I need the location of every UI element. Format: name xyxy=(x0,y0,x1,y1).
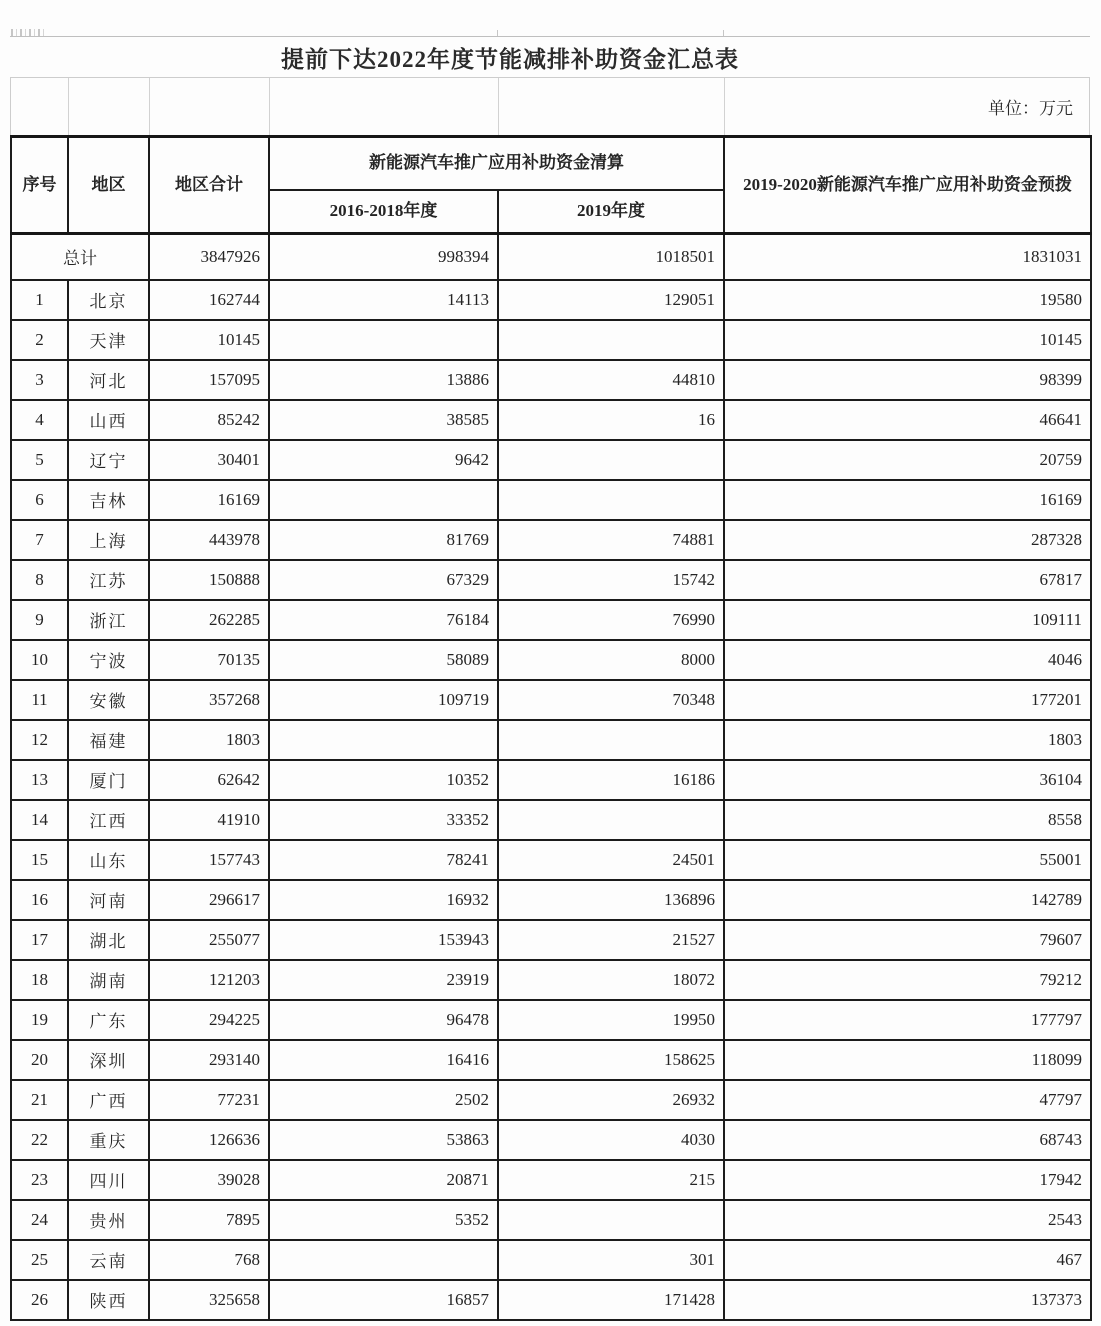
row-prealloc-cell: 79212 xyxy=(724,960,1091,1000)
row-region-cell: 江苏 xyxy=(68,560,149,600)
row-prealloc-cell: 2543 xyxy=(724,1200,1091,1240)
row-settlement-2016-2018-cell: 109719 xyxy=(269,680,498,720)
row-index-cell: 3 xyxy=(11,360,68,400)
row-region-total-cell: 41910 xyxy=(149,800,269,840)
table-row xyxy=(11,560,1091,600)
header-settlement-2016-2018: 2016-2018年度 xyxy=(269,190,498,234)
table-row xyxy=(11,280,1091,320)
row-index-cell: 11 xyxy=(11,680,68,720)
row-region-total-cell: 443978 xyxy=(149,520,269,560)
row-settlement-2016-2018-cell: 67329 xyxy=(269,560,498,600)
row-region-cell: 厦门 xyxy=(68,760,149,800)
row-prealloc-cell: 177201 xyxy=(724,680,1091,720)
row-settlement-2016-2018-cell: 76184 xyxy=(269,600,498,640)
total-2016-2018: 998394 xyxy=(269,234,498,280)
row-index-cell: 10 xyxy=(11,640,68,680)
row-region-cell: 福建 xyxy=(68,720,149,760)
unit-note: 单位：万元 xyxy=(988,99,1073,118)
table-row xyxy=(11,1160,1091,1200)
row-index-cell: 7 xyxy=(11,520,68,560)
table-row xyxy=(11,640,1091,680)
row-region-total-cell: 7895 xyxy=(149,1200,269,1240)
row-region-total-cell: 768 xyxy=(149,1240,269,1280)
table-row xyxy=(11,1080,1091,1120)
row-region-total-cell: 357268 xyxy=(149,680,269,720)
row-index-cell: 19 xyxy=(11,1000,68,1040)
row-prealloc-cell: 10145 xyxy=(724,320,1091,360)
table-row xyxy=(11,880,1091,920)
table-row xyxy=(11,1040,1091,1080)
row-settlement-2019-cell: 4030 xyxy=(498,1120,724,1160)
row-region-cell: 湖北 xyxy=(68,920,149,960)
row-prealloc-cell: 177797 xyxy=(724,1000,1091,1040)
row-region-total-cell: 294225 xyxy=(149,1000,269,1040)
table-row xyxy=(11,600,1091,640)
row-region-total-cell: 325658 xyxy=(149,1280,269,1320)
row-settlement-2016-2018-cell: 81769 xyxy=(269,520,498,560)
table-row xyxy=(11,720,1091,760)
row-prealloc-cell: 4046 xyxy=(724,640,1091,680)
header-region-total: 地区合计 xyxy=(149,137,269,234)
row-index-cell: 21 xyxy=(11,1080,68,1120)
row-settlement-2016-2018-cell: 58089 xyxy=(269,640,498,680)
row-prealloc-cell: 142789 xyxy=(724,880,1091,920)
row-prealloc-cell: 19580 xyxy=(724,280,1091,320)
row-settlement-2019-cell xyxy=(498,800,724,840)
row-prealloc-cell: 79607 xyxy=(724,920,1091,960)
row-region-cell: 山东 xyxy=(68,840,149,880)
row-region-cell: 深圳 xyxy=(68,1040,149,1080)
row-region-cell: 广东 xyxy=(68,1000,149,1040)
row-region-total-cell: 10145 xyxy=(149,320,269,360)
row-region-total-cell: 296617 xyxy=(149,880,269,920)
row-region-total-cell: 1803 xyxy=(149,720,269,760)
table-row xyxy=(11,1000,1091,1040)
row-index-cell: 16 xyxy=(11,880,68,920)
row-index-cell: 1 xyxy=(11,280,68,320)
header-index: 序号 xyxy=(11,137,68,234)
row-settlement-2019-cell xyxy=(498,1200,724,1240)
row-region-cell: 云南 xyxy=(68,1240,149,1280)
table-row xyxy=(11,440,1091,480)
row-settlement-2016-2018-cell: 23919 xyxy=(269,960,498,1000)
gridline xyxy=(269,78,270,135)
row-settlement-2016-2018-cell xyxy=(269,480,498,520)
row-index-cell: 25 xyxy=(11,1240,68,1280)
row-index-cell: 23 xyxy=(11,1160,68,1200)
row-prealloc-cell: 20759 xyxy=(724,440,1091,480)
row-prealloc-cell: 16169 xyxy=(724,480,1091,520)
gridline xyxy=(149,78,150,135)
row-settlement-2016-2018-cell: 13886 xyxy=(269,360,498,400)
row-settlement-2016-2018-cell: 38585 xyxy=(269,400,498,440)
row-index-cell: 8 xyxy=(11,560,68,600)
cropped-gridline-stub xyxy=(723,30,724,36)
row-settlement-2016-2018-cell: 5352 xyxy=(269,1200,498,1240)
row-settlement-2016-2018-cell: 10352 xyxy=(269,760,498,800)
gridline xyxy=(498,78,499,135)
row-settlement-2016-2018-cell: 16416 xyxy=(269,1040,498,1080)
document-title: 提前下达2022年度节能减排补助资金汇总表 xyxy=(281,46,739,72)
row-prealloc-cell: 17942 xyxy=(724,1160,1091,1200)
row-region-total-cell: 121203 xyxy=(149,960,269,1000)
row-settlement-2019-cell xyxy=(498,720,724,760)
row-settlement-2016-2018-cell: 14113 xyxy=(269,280,498,320)
row-region-cell: 上海 xyxy=(68,520,149,560)
table-row xyxy=(11,520,1091,560)
row-settlement-2019-cell: 16186 xyxy=(498,760,724,800)
subsidy-summary-table xyxy=(10,135,1092,1321)
row-settlement-2019-cell xyxy=(498,480,724,520)
row-region-cell: 辽宁 xyxy=(68,440,149,480)
row-prealloc-cell: 47797 xyxy=(724,1080,1091,1120)
row-settlement-2019-cell: 26932 xyxy=(498,1080,724,1120)
table-row xyxy=(11,680,1091,720)
row-region-total-cell: 157095 xyxy=(149,360,269,400)
row-prealloc-cell: 98399 xyxy=(724,360,1091,400)
row-index-cell: 14 xyxy=(11,800,68,840)
row-region-cell: 广西 xyxy=(68,1080,149,1120)
row-settlement-2019-cell: 19950 xyxy=(498,1000,724,1040)
row-index-cell: 20 xyxy=(11,1040,68,1080)
row-region-total-cell: 77231 xyxy=(149,1080,269,1120)
row-prealloc-cell: 109111 xyxy=(724,600,1091,640)
table-row xyxy=(11,920,1091,960)
total-label: 总计 xyxy=(11,234,149,280)
row-settlement-2019-cell: 158625 xyxy=(498,1040,724,1080)
row-region-cell: 吉林 xyxy=(68,480,149,520)
row-prealloc-cell: 8558 xyxy=(724,800,1091,840)
row-region-total-cell: 16169 xyxy=(149,480,269,520)
row-region-total-cell: 30401 xyxy=(149,440,269,480)
row-prealloc-cell: 55001 xyxy=(724,840,1091,880)
row-prealloc-cell: 36104 xyxy=(724,760,1091,800)
row-region-cell: 宁波 xyxy=(68,640,149,680)
row-settlement-2019-cell: 76990 xyxy=(498,600,724,640)
gridline xyxy=(724,78,725,135)
title-row xyxy=(10,37,1090,77)
cropped-gridline-stub xyxy=(497,30,498,36)
row-index-cell: 12 xyxy=(11,720,68,760)
row-settlement-2016-2018-cell: 96478 xyxy=(269,1000,498,1040)
row-region-total-cell: 85242 xyxy=(149,400,269,440)
row-settlement-2019-cell: 15742 xyxy=(498,560,724,600)
row-settlement-2019-cell: 171428 xyxy=(498,1280,724,1320)
row-region-total-cell: 150888 xyxy=(149,560,269,600)
row-settlement-2016-2018-cell: 153943 xyxy=(269,920,498,960)
table-header xyxy=(11,137,1091,234)
gridline xyxy=(68,78,69,135)
row-prealloc-cell: 287328 xyxy=(724,520,1091,560)
header-settlement-group: 新能源汽车推广应用补助资金清算 xyxy=(269,137,724,190)
row-index-cell: 9 xyxy=(11,600,68,640)
row-region-total-cell: 39028 xyxy=(149,1160,269,1200)
table-body xyxy=(11,234,1091,1320)
row-region-total-cell: 262285 xyxy=(149,600,269,640)
row-index-cell: 26 xyxy=(11,1280,68,1320)
row-index-cell: 5 xyxy=(11,440,68,480)
row-settlement-2019-cell: 24501 xyxy=(498,840,724,880)
row-settlement-2019-cell: 301 xyxy=(498,1240,724,1280)
total-prealloc: 1831031 xyxy=(724,234,1091,280)
row-settlement-2016-2018-cell xyxy=(269,1240,498,1280)
row-region-total-cell: 157743 xyxy=(149,840,269,880)
table-row xyxy=(11,960,1091,1000)
row-region-cell: 河北 xyxy=(68,360,149,400)
total-2019: 1018501 xyxy=(498,234,724,280)
table-row xyxy=(11,1280,1091,1320)
row-prealloc-cell: 67817 xyxy=(724,560,1091,600)
row-region-cell: 湖南 xyxy=(68,960,149,1000)
row-region-cell: 浙江 xyxy=(68,600,149,640)
row-settlement-2016-2018-cell xyxy=(269,320,498,360)
scan-artifact-fragment xyxy=(11,29,47,36)
row-settlement-2019-cell: 74881 xyxy=(498,520,724,560)
table-row xyxy=(11,400,1091,440)
row-index-cell: 18 xyxy=(11,960,68,1000)
row-settlement-2019-cell: 18072 xyxy=(498,960,724,1000)
table-row xyxy=(11,1120,1091,1160)
table-row xyxy=(11,320,1091,360)
row-region-cell: 陕西 xyxy=(68,1280,149,1320)
row-settlement-2016-2018-cell: 33352 xyxy=(269,800,498,840)
row-region-cell: 河南 xyxy=(68,880,149,920)
row-region-cell: 贵州 xyxy=(68,1200,149,1240)
row-settlement-2019-cell: 215 xyxy=(498,1160,724,1200)
row-settlement-2019-cell: 129051 xyxy=(498,280,724,320)
row-prealloc-cell: 68743 xyxy=(724,1120,1091,1160)
row-index-cell: 4 xyxy=(11,400,68,440)
header-settlement-2019: 2019年度 xyxy=(498,190,724,234)
row-settlement-2019-cell xyxy=(498,440,724,480)
header-region: 地区 xyxy=(68,137,149,234)
row-region-cell: 山西 xyxy=(68,400,149,440)
row-region-total-cell: 62642 xyxy=(149,760,269,800)
row-prealloc-cell: 137373 xyxy=(724,1280,1091,1320)
row-region-cell: 天津 xyxy=(68,320,149,360)
unit-row xyxy=(10,77,1090,135)
table-row xyxy=(11,360,1091,400)
row-settlement-2019-cell: 21527 xyxy=(498,920,724,960)
row-settlement-2016-2018-cell: 2502 xyxy=(269,1080,498,1120)
table-row xyxy=(11,1200,1091,1240)
row-settlement-2016-2018-cell: 78241 xyxy=(269,840,498,880)
header-prealloc-2019-2020: 2019-2020新能源汽车推广应用补助资金预拨 xyxy=(724,137,1091,234)
row-settlement-2016-2018-cell: 9642 xyxy=(269,440,498,480)
row-settlement-2019-cell: 8000 xyxy=(498,640,724,680)
row-region-cell: 四川 xyxy=(68,1160,149,1200)
table-row xyxy=(11,800,1091,840)
total-row xyxy=(11,234,1091,280)
row-prealloc-cell: 46641 xyxy=(724,400,1091,440)
row-settlement-2016-2018-cell: 16857 xyxy=(269,1280,498,1320)
row-region-total-cell: 255077 xyxy=(149,920,269,960)
row-region-cell: 安徽 xyxy=(68,680,149,720)
row-settlement-2019-cell xyxy=(498,320,724,360)
row-settlement-2019-cell: 70348 xyxy=(498,680,724,720)
row-settlement-2016-2018-cell: 53863 xyxy=(269,1120,498,1160)
row-settlement-2016-2018-cell xyxy=(269,720,498,760)
row-settlement-2016-2018-cell: 20871 xyxy=(269,1160,498,1200)
row-region-total-cell: 126636 xyxy=(149,1120,269,1160)
row-region-cell: 重庆 xyxy=(68,1120,149,1160)
row-index-cell: 2 xyxy=(11,320,68,360)
row-prealloc-cell: 118099 xyxy=(724,1040,1091,1080)
row-settlement-2019-cell: 16 xyxy=(498,400,724,440)
row-region-total-cell: 70135 xyxy=(149,640,269,680)
row-index-cell: 17 xyxy=(11,920,68,960)
row-settlement-2019-cell: 44810 xyxy=(498,360,724,400)
row-index-cell: 24 xyxy=(11,1200,68,1240)
row-index-cell: 6 xyxy=(11,480,68,520)
row-settlement-2016-2018-cell: 16932 xyxy=(269,880,498,920)
row-prealloc-cell: 467 xyxy=(724,1240,1091,1280)
row-prealloc-cell: 1803 xyxy=(724,720,1091,760)
total-region-total: 3847926 xyxy=(149,234,269,280)
row-index-cell: 13 xyxy=(11,760,68,800)
row-index-cell: 22 xyxy=(11,1120,68,1160)
table-row xyxy=(11,480,1091,520)
row-region-total-cell: 162744 xyxy=(149,280,269,320)
row-region-total-cell: 293140 xyxy=(149,1040,269,1080)
row-settlement-2019-cell: 136896 xyxy=(498,880,724,920)
table-row xyxy=(11,760,1091,800)
row-region-cell: 江西 xyxy=(68,800,149,840)
row-index-cell: 15 xyxy=(11,840,68,880)
row-region-cell: 北京 xyxy=(68,280,149,320)
table-row xyxy=(11,1240,1091,1280)
table-row xyxy=(11,840,1091,880)
